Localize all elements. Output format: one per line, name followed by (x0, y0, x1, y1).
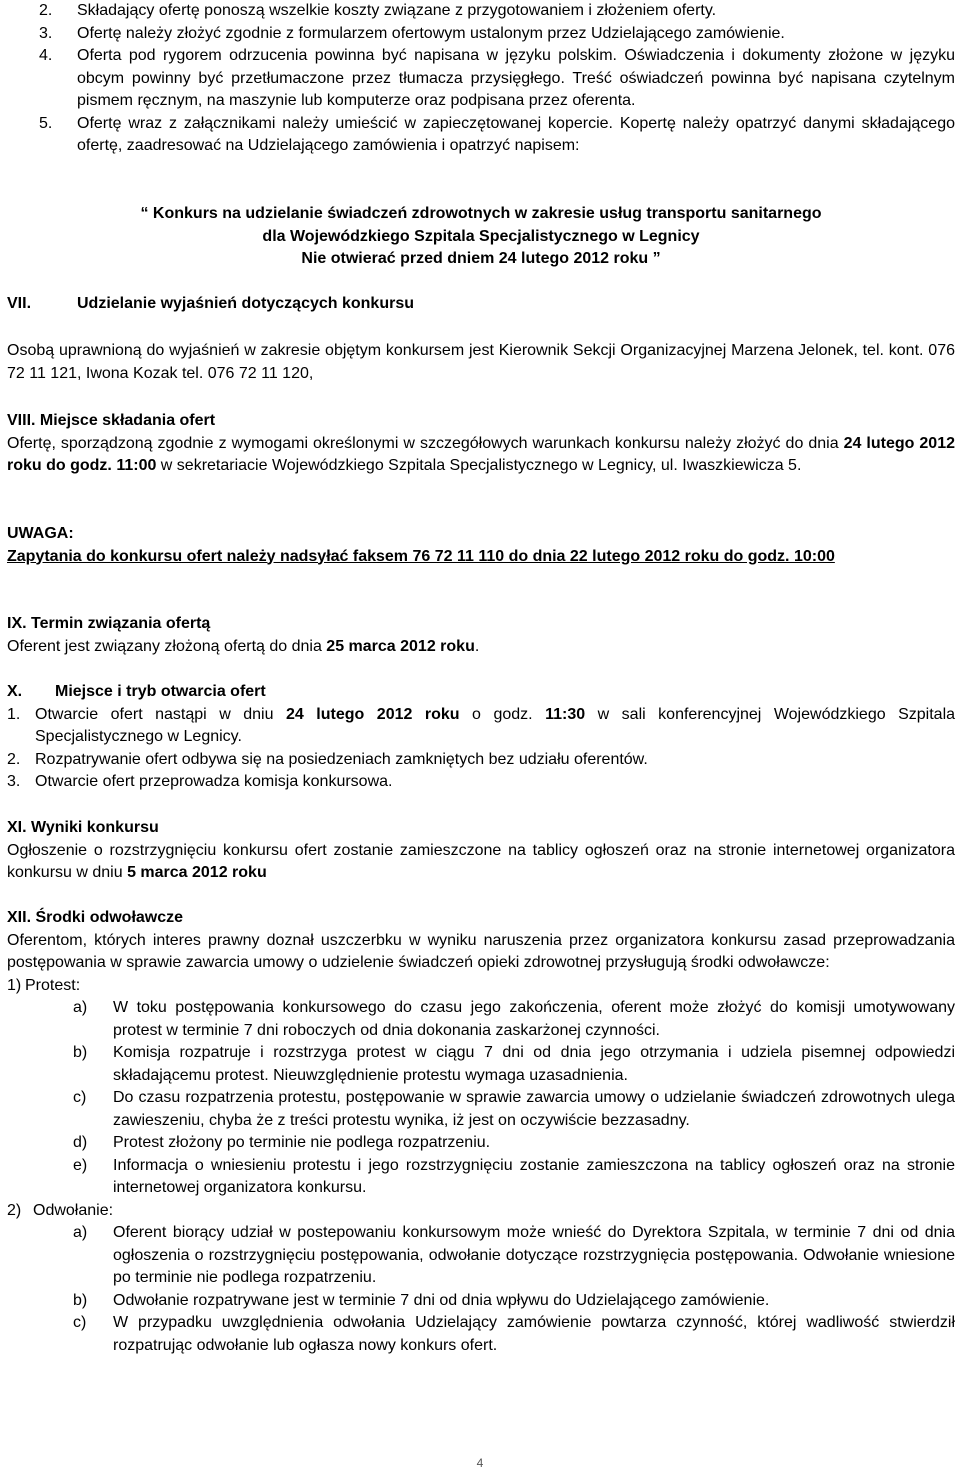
section-number: X. (7, 683, 23, 700)
item-number: 4. (39, 47, 53, 64)
item-letter: d) (73, 1134, 88, 1151)
notice-body: Zapytania do konkursu ofert należy nadsyłać faksem 76 72 11 110 do dnia 22 lutego 2012 roku do godz. 10:00 (7, 547, 835, 565)
list-item (7, 45, 955, 113)
body-text: o godz. (459, 705, 546, 723)
section-body (7, 840, 955, 885)
item-text: Otwarcie ofert przeprowadza komisja konkursowa. (35, 773, 393, 790)
section-ix (7, 613, 955, 658)
date-text: 24 lutego 2012 roku (286, 705, 460, 723)
section-body (7, 636, 955, 659)
section-heading (7, 293, 955, 316)
time-text: 11:30 (545, 705, 586, 723)
item-text: Ofertę wraz z załącznikami należy umieścić w zapieczętowanej kopercie. Kopertę należy opatrzyć danymi składającego ofertę, zaadresować na Udzielającego zamówienia i opatrzyć napisem: (77, 114, 955, 154)
item-number: 1. (7, 705, 21, 723)
list-item (73, 997, 955, 1042)
item-number: 2. (39, 2, 53, 19)
list-item (73, 1290, 955, 1313)
item-text: Oferent biorący udział w postepowaniu konkursowym może wnieść do Dyrektora Szpitala, w terminie 7 dni od dnia ogłoszenia o rozstrzygnięciu postępowania, odwołanie dotyczące rozstrzygnięcia postępowania. Odwołanie wniesione po terminie nie podlega rozpatrzeniu. (113, 1224, 955, 1286)
item-letter: b) (73, 1291, 88, 1309)
section-title: XI. Wyniki konkursu (7, 819, 159, 836)
section-xi (7, 817, 955, 885)
envelope-line: dla Wojewódzkiego Szpitala Specjalistycznego w Legnicy (262, 227, 700, 245)
body-text: w sali konferencyjnej Wojewódzkiego Szpitala Specjalistycznego w Legnicy. (35, 705, 956, 745)
remedy-number: 2) (7, 1201, 22, 1219)
item-letter: c) (73, 1314, 87, 1331)
item-text: Protest złożony po terminie nie podlega rozpatrzeniu. (113, 1134, 491, 1151)
list-item (73, 1155, 955, 1200)
item-text: Ofertę należy złożyć zgodnie z formularzem ofertowym ustalonym przez Udzielającego zamówienie. (77, 24, 785, 42)
body-text: w sekretariacie Wojewódzkiego Szpitala Specjalistycznego w Legnicy, ul. Iwaszkiewicza 5. (156, 457, 802, 474)
remedy-heading (7, 1200, 955, 1223)
section-number: VII. (7, 295, 32, 312)
list-item (73, 1132, 955, 1155)
section-heading (7, 681, 955, 704)
list-item (73, 1087, 955, 1132)
appeal-list (7, 1222, 955, 1357)
item-letter: a) (73, 1224, 88, 1241)
item-text: W przypadku uwzględnienia odwołania Udzielający zamówienie powtarza czynność, której wadliwość stwierdził rozpatrując odwołanie lub ogłasza nowy konkurs ofert. (113, 1314, 955, 1354)
top-list (7, 0, 955, 158)
item-letter: a) (73, 999, 88, 1016)
item-letter: c) (73, 1089, 87, 1106)
list-item (73, 1042, 955, 1087)
section-vii (7, 293, 955, 316)
body-text: Ogłoszenie o rozstrzygnięciu konkursu ofert zostanie zamieszczone na tablicy ogłoszeń oraz na stronie internetowej organizatora konkursu w dniu (7, 841, 955, 881)
section-title: IX. Termin związania ofertą (7, 615, 211, 632)
list-item (73, 1222, 955, 1290)
item-text: Komisja rozpatruje i rozstrzyga protest w ciągu 7 dni od dnia jego otrzymania i udziela pisemnej odpowiedzi składającemu protest. Nieuwzględnienie protestu wymaga uzasadnienia. (113, 1044, 955, 1084)
item-text (35, 704, 955, 749)
body-text: Oferent jest związany złożoną ofertą do dnia (7, 637, 327, 655)
item-number: 2. (7, 750, 21, 768)
list-item (7, 704, 955, 749)
remedy-title: Odwołanie: (33, 1201, 114, 1219)
notice (7, 523, 955, 568)
item-text: Rozpatrywanie ofert odbywa się na posiedzeniach zamkniętych bez udziału oferentów. (35, 750, 648, 768)
protest-list (7, 997, 955, 1200)
body-text: . (474, 637, 480, 655)
item-number: 5. (39, 114, 53, 132)
envelope-line: Nie otwierać przed dniem 24 lutego 2012 roku ” (301, 250, 661, 267)
section-title: Udzielanie wyjaśnień dotyczących konkursu (77, 295, 414, 312)
deadline-text: 25 marca 2012 roku (326, 637, 475, 655)
page-number: 4 (476, 1456, 484, 1470)
item-number: 3. (7, 773, 21, 790)
envelope-inscription (7, 203, 955, 271)
item-letter: b) (73, 1044, 88, 1061)
remedy-heading (7, 975, 955, 998)
section-vii-body: Osobą uprawnioną do wyjaśnień w zakresie objętym konkursem jest Kierownik Sekcji Organizacyjnej Marzena Jelonek, tel. kont. 076 72 11 121, Iwona Kozak tel. 076 72 11 120, (7, 342, 955, 382)
section-body (7, 433, 955, 478)
deadline-text: 24 lutego 2012 roku do godz. 11:00 (7, 434, 955, 474)
remedy-number: 1) (7, 976, 22, 994)
section-title: XII. Środki odwoławcze (7, 909, 184, 926)
section-viii (7, 410, 955, 478)
remedy-title: Protest: (25, 976, 81, 994)
list-item (7, 113, 955, 158)
list-item (73, 1312, 955, 1357)
item-text: Składający ofertę ponoszą wszelkie koszty związane z przygotowaniem i złożeniem oferty. (77, 2, 717, 19)
item-text: Informacja o wniesieniu protestu i jego rozstrzygnięciu zostanie zamieszczona na tablicy ogłoszeń oraz na stronie internetowej organizatora konkursu. (113, 1156, 955, 1196)
item-number: 3. (39, 24, 53, 42)
date-text: 5 marca 2012 roku (127, 864, 267, 881)
section-title: VIII. Miejsce składania ofert (7, 412, 216, 429)
list-item (7, 749, 955, 772)
item-text: Odwołanie rozpatrywane jest w terminie 7 dni od dnia wpływu do Udzielającego zamówienie. (113, 1291, 770, 1309)
body-text: Ofertę, sporządzoną zgodnie z wymogami określonymi w szczegółowych warunkach konkursu należy złożyć do dnia (7, 434, 844, 452)
list-item (7, 23, 955, 46)
list-item (7, 0, 955, 23)
item-text: Do czasu rozpatrzenia protestu, postępowanie w sprawie zawarcia umowy o udzielanie świadczeń zdrowotnych ulega zawieszeniu, chyba że z treści protestu wynika, iż jest on oczywiście bezzasadny. (113, 1089, 955, 1129)
item-text: Oferta pod rygorem odrzucenia powinna być napisana w języku polskim. Oświadczenia i dokumenty złożone w języku obcym powinny być przetłumaczone przez tłumacza przysięgłego. Treść oświadczeń powinna być napisana czytelnym pismem ręcznym, na maszynie lub komputerze oraz podpisana przez oferenta. (77, 47, 955, 109)
item-text: W toku postępowania konkursowego do czasu jego zakończenia, oferent może złożyć do komisji umotywowany protest w terminie 7 dni roboczych od dnia dokonania zaskarżonej czynności. (113, 999, 955, 1039)
section-intro: Oferentom, których interes prawny doznał uszczerbku w wyniku naruszenia przez organizatora konkursu zasad przeprowadzania postępowania w sprawie zawarcia umowy o udzielenie świadczeń opieki zdrowotnej przysługują środki odwoławcze: (7, 931, 955, 971)
section-title: Miejsce i tryb otwarcia ofert (55, 683, 266, 700)
item-letter: e) (73, 1156, 88, 1174)
envelope-line: “ Konkurs na udzielanie świadczeń zdrowotnych w zakresie usług transportu sanitarnego (140, 205, 822, 222)
section-xii (7, 907, 955, 1357)
notice-title: UWAGA: (7, 525, 74, 542)
list-item (7, 771, 955, 794)
body-text: Otwarcie ofert nastąpi w dniu (35, 705, 287, 723)
section-x (7, 681, 955, 794)
